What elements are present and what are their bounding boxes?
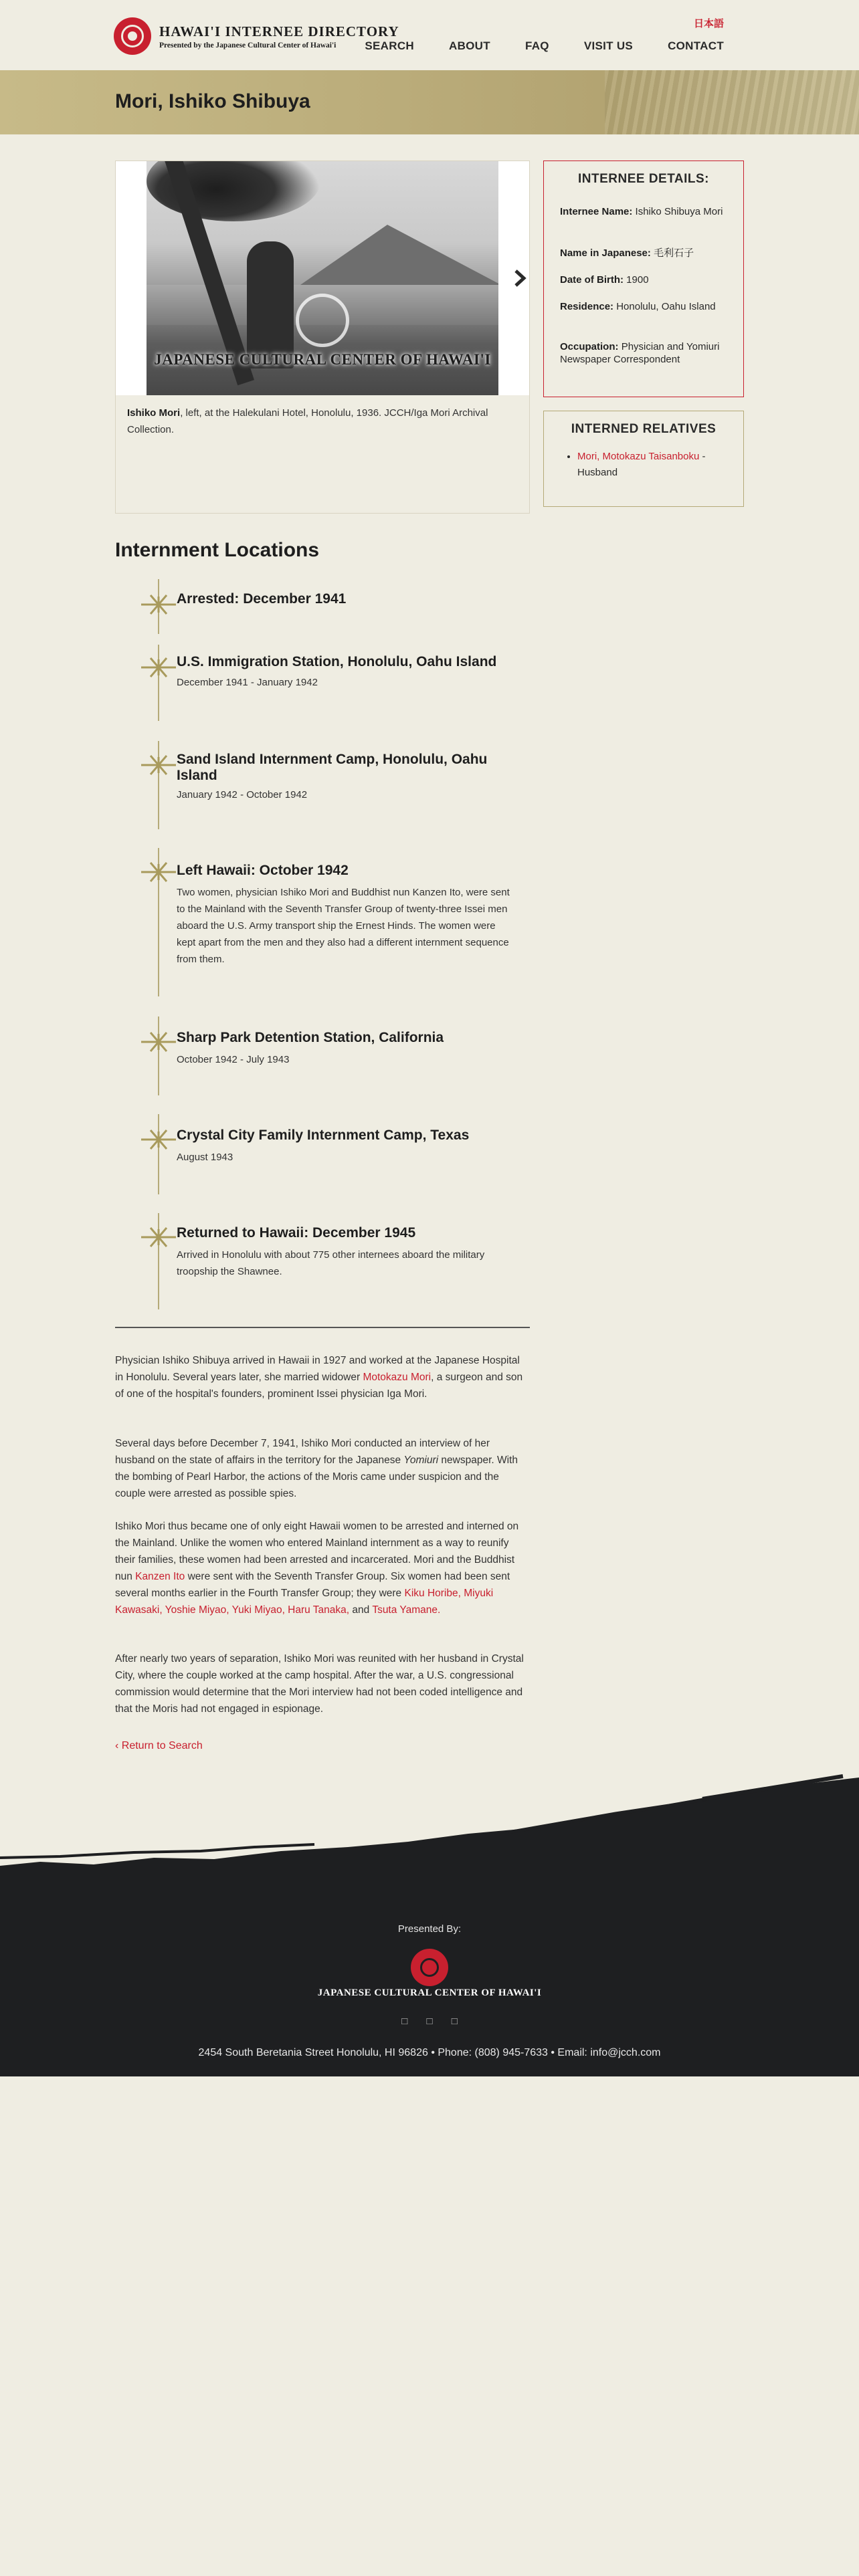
timeline-event-desc: August 1943 (177, 1152, 233, 1163)
narrative-paragraph (115, 1435, 530, 1502)
return-to-search-label: Return to Search (121, 1740, 203, 1751)
logo-subtitle: Presented by the Japanese Cultural Center of Hawai'i (159, 41, 337, 49)
timeline-event-title: Sharp Park Detention Station, California (177, 1030, 444, 1045)
timeline-event-title: Left Hawaii: October 1942 (177, 863, 349, 878)
barbed-wire-icon (138, 750, 179, 780)
instagram-icon[interactable]: □ (451, 2016, 458, 2027)
jcch-logo-icon (114, 17, 151, 55)
relative-item (577, 449, 725, 481)
barbed-wire-icon (138, 1027, 179, 1057)
narrative-text: Several days before December 7, 1941, Ishiko Mori conducted an interview of her husband on the state of affairs in the territory for the Japanese (115, 1438, 490, 1466)
kanzen-ito-link[interactable]: Kanzen Ito (135, 1571, 185, 1582)
detail-value: Ishiko Shibuya Mori (635, 206, 723, 217)
timeline-event-title: Sand Island Internment Camp, Honolulu, Oahu Island (177, 752, 488, 783)
presented-by-label: Presented By: (397, 1923, 462, 1935)
tsuta-yamane-link[interactable]: Tsuta Yamane. (372, 1604, 441, 1616)
relative-relation: - Husband (577, 451, 706, 478)
detail-value: 1900 (626, 274, 649, 286)
interned-relatives-panel (543, 411, 744, 507)
timeline-event-desc: Two women, physician Ishiko Mori and Buddhist nun Kanzen Ito, were sent to the Mainland with the Seventh Transfer Group of twenty-three Issei men aboard the U.S. Army transport ship the Ernest Hinds. The women were kept apart from the men and they also had a different internment sequence from them. (177, 887, 510, 965)
nav-search[interactable]: SEARCH (365, 39, 414, 52)
detail-label: Name in Japanese: (560, 247, 651, 259)
jcch-footer-logo-icon[interactable] (411, 1949, 448, 1986)
timeline-event-title: U.S. Immigration Station, Honolulu, Oahu Island (177, 654, 497, 669)
timeline-event-desc: January 1942 - October 1942 (177, 789, 308, 800)
internee-details-panel (543, 160, 744, 397)
photo-caption (127, 405, 515, 438)
barbed-wire-icon (138, 857, 179, 887)
detail-label: Occupation: (560, 341, 619, 352)
return-to-search-link[interactable] (115, 1740, 203, 1752)
detail-value: Honolulu, Oahu Island (616, 301, 716, 312)
detail-date-of-birth (560, 274, 729, 286)
nav-visit-us[interactable]: VISIT US (583, 39, 634, 52)
detail-value: Physician and Yomiuri Newspaper Correspondent (560, 341, 720, 365)
barbed-wire-icon (138, 1125, 179, 1154)
next-photo-chevron-icon[interactable] (512, 268, 528, 288)
narrative-text: , a surgeon and son of one of the hospital's founders, prominent Issei physician Iga Mori. (115, 1372, 523, 1400)
timeline-event-title: Arrested: December 1941 (177, 591, 347, 607)
photo-card (115, 160, 530, 514)
chevron-left-icon: ‹ (115, 1740, 119, 1751)
footer-address: 2454 South Beretania Street Honolulu, HI 96826 • Phone: (808) 945-7633 • Email: info@jcch.com (198, 2047, 661, 2058)
detail-value: 毛利石子 (654, 247, 694, 259)
nav-contact[interactable]: CONTACT (668, 39, 724, 52)
page-title: Mori, Ishiko Shibuya (115, 90, 310, 112)
japanese-language-link[interactable]: 日本語 (693, 18, 724, 29)
barbed-wire-icon (138, 653, 179, 682)
details-heading: INTERNEE DETAILS: (577, 172, 710, 186)
caption-name: Ishiko Mori (127, 407, 181, 419)
relatives-heading: INTERNED RELATIVES (571, 422, 717, 436)
nav-faq[interactable]: FAQ (524, 39, 549, 52)
detail-name (560, 205, 729, 218)
detail-occupation (560, 340, 729, 366)
detail-label: Internee Name: (560, 206, 633, 217)
detail-label: Residence: (560, 301, 614, 312)
narrative-paragraph (115, 1352, 530, 1402)
logo-title: HAWAI'I INTERNEE DIRECTORY (159, 23, 399, 39)
barbed-wire-icon (138, 1222, 179, 1252)
detail-residence (560, 300, 729, 313)
social-links (0, 2016, 859, 2027)
narrative-text: and (349, 1604, 373, 1616)
footer-org-name: JAPANESE CULTURAL CENTER OF HAWAI'I (317, 1988, 542, 1998)
internment-section-title: Internment Locations (115, 539, 320, 561)
site-logo[interactable] (114, 17, 399, 55)
main-nav (365, 39, 724, 53)
motokazu-mori-link[interactable]: Motokazu Mori (363, 1372, 432, 1383)
nav-about[interactable]: ABOUT (449, 39, 490, 52)
watermark-emblem-icon (296, 294, 349, 347)
timeline-event-desc: December 1941 - January 1942 (177, 677, 318, 688)
timeline-event-title: Returned to Hawaii: December 1945 (177, 1225, 416, 1241)
twitter-icon[interactable]: □ (426, 2016, 433, 2027)
narrative-paragraph (115, 1518, 530, 1618)
section-divider (115, 1327, 530, 1328)
detail-label: Date of Birth: (560, 274, 624, 286)
narrative-text: Ishiko Mori thus became one of only eight Hawaii women to be arrested and interned on the Mainland. Unlike the women who entered Mainland internment as a way to reunify their families, these women had been arrested and incarcerated. Mori and the Buddhist nun (115, 1521, 519, 1582)
barbed-wire-icon (138, 590, 179, 619)
title-banner (0, 70, 859, 134)
narrative-text: were sent with the Seventh Transfer Group. Six women had been sent several months earlier in the Fourth Transfer Group; they were (115, 1571, 510, 1599)
timeline-event-title: Crystal City Family Internment Camp, Texas (177, 1128, 470, 1143)
facebook-icon[interactable]: □ (401, 2016, 408, 2027)
relative-link[interactable]: Mori, Motokazu Taisanboku (577, 451, 700, 462)
site-header (0, 0, 859, 70)
footer-brush-stroke (0, 1772, 859, 1946)
narrative-paragraph: After nearly two years of separation, Ishiko Mori was reunited with her husband in Crystal City, where the couple worked at the camp hospital. After the war, a U.S. congressional commission would determine that the Mori interview had not been coded intelligence and that the Moris had not engaged in espionage. (115, 1653, 524, 1715)
timeline-event-desc: October 1942 - July 1943 (177, 1054, 290, 1065)
fourth-transfer-women-link[interactable]: Kiku Horibe, Miyuki Kawasaki, Yoshie Miyao, Yuki Miyao, Haru Tanaka, (115, 1588, 494, 1616)
timeline-event-desc: Arrived in Honolulu with about 775 other internees aboard the military troopship the Shawnee. (177, 1249, 485, 1277)
narrative-text: newspaper. With the bombing of Pearl Harbor, the actions of the Moris came under suspicion and the couple were arrested as possible spies. (115, 1455, 518, 1499)
photo-watermark: JAPANESE CULTURAL CENTER OF HAWAI'I (154, 351, 491, 368)
yomiuri-text: Yomiuri (403, 1455, 439, 1466)
caption-text: , left, at the Halekulani Hotel, Honolulu, 1936. JCCH/Iga Mori Archival Collection. (127, 407, 488, 435)
narrative-text: Physician Ishiko Shibuya arrived in Hawaii in 1927 and worked at the Japanese Hospital in Honolulu. Several years later, she married widower (115, 1355, 520, 1383)
internee-photo (147, 161, 498, 395)
detail-japanese-name (560, 247, 729, 259)
